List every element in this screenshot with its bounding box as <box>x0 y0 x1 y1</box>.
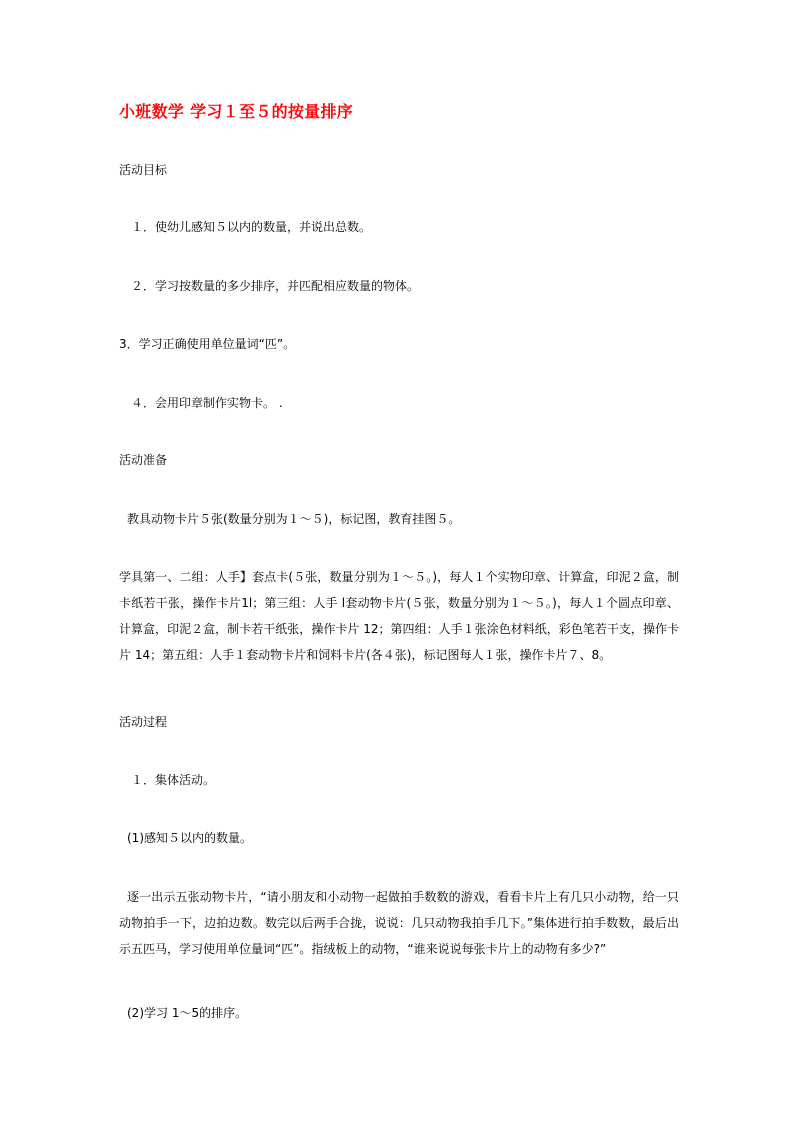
prep-teacher-materials: 教具动物卡片５张(数量分别为１～５)，标记图，教育挂图５。 <box>127 512 461 526</box>
process-step-1-1-text: 逐一出示五张动物卡片，“请小朋友和小动物一起做拍手数数的游戏，看看卡片上有几只小动物，给一只动物拍手一下，边拍边数。数完以后两手合拢，说说：几只动物我拍手几下。”集体进行拍手数数，最后出示五匹马，学习使用单位量词“匹”。指绒板上的动物，“谁来说说每张卡片上的动物有多少?” <box>119 890 679 956</box>
goal-item-3: 3．学习正确使用单位量词“匹”。 <box>119 337 296 351</box>
prep-heading: 活动准备 <box>119 453 168 467</box>
process-heading: 活动过程 <box>119 715 168 729</box>
goal-item-4: ４．会用印章制作实物卡。 . <box>131 396 283 410</box>
goals-heading: 活动目标 <box>119 163 168 177</box>
process-step-1-2: (2)学习 1～5的排序。 <box>127 1006 248 1020</box>
process-step-1: １．集体活动。 <box>131 773 216 787</box>
goal-item-2: ２．学习按数量的多少排序，并匹配相应数量的物体。 <box>131 279 420 293</box>
goal-item-1: １．使幼儿感知５以内的数量，并说出总数。 <box>131 220 372 234</box>
process-step-1-1: (1)感知５以内的数量。 <box>127 831 252 845</box>
document-title: 小班数学 学习１至５的按量排序 <box>119 102 354 121</box>
prep-student-materials: 学具第一、二组：人手】套点卡(５张，数量分别为１～５。)，每人１个实物印章、计算盒，印泥２盒，制卡纸若干张，操作卡片1l；第三组：人手 l套动物卡片(５张，数量分别为１～５。)，每人１个圆点印章、计算盒，印泥２盒，制卡若干纸张，操作卡片 12；第四组：人手１张涂色材料纸，彩色笔若干支，操作卡片 14；第五组：人手１套动物卡片和饲料卡片(各４张)，标记图每人１张，操作卡片７、8。 <box>119 570 679 662</box>
